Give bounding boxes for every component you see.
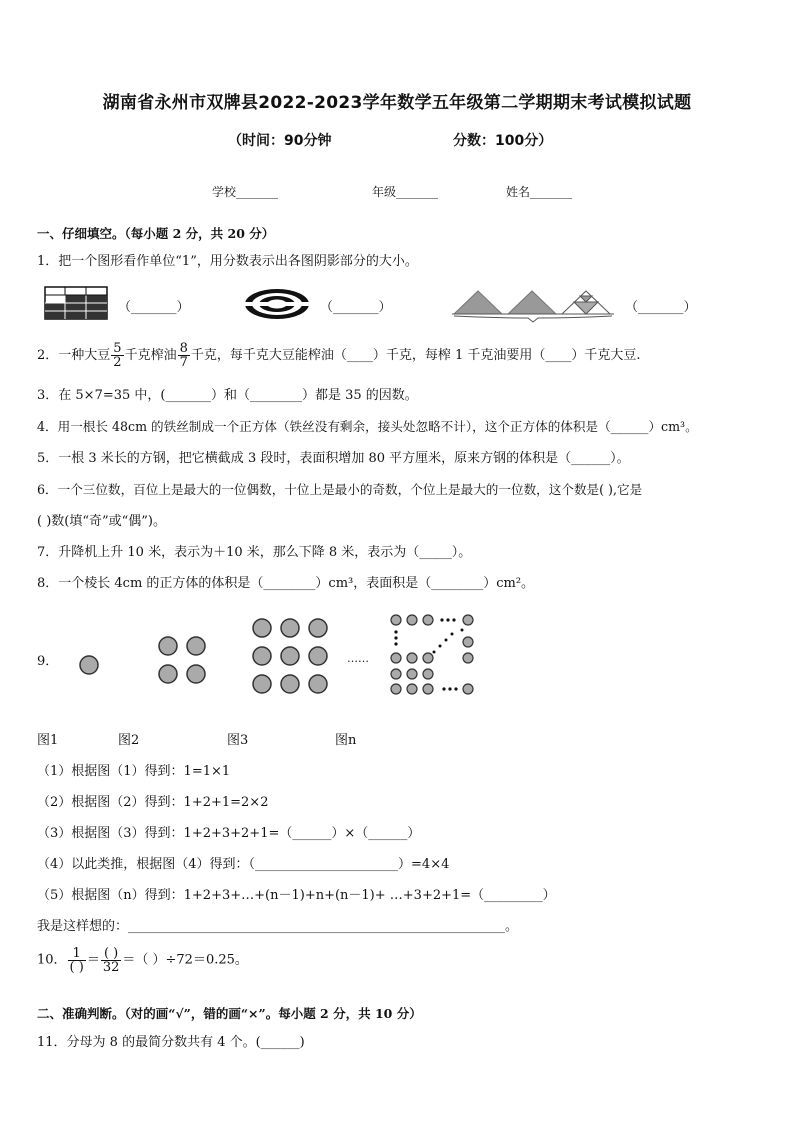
question-5: 5．一根 3 米长的方钢，把它横截成 3 段时，表面积增加 80 平方厘米，原来方钢的体积是（______）。 xyxy=(37,451,630,466)
school-field: 学校_______ xyxy=(212,185,279,199)
q2-fraction-2 xyxy=(178,342,190,369)
q9-item-4: （4）以此类推，根据图（4）得到：（______________________）=4×4 xyxy=(37,857,450,872)
q10-equals: ＝ xyxy=(86,952,100,968)
question-4: 4．用一根长 48cm 的铁丝制成一个正方体（铁丝没有剩余，接头处忽略不计），这个正方体的体积是（______）cm³。 xyxy=(37,419,698,434)
question-3: 3．在 5×7=35 中，(_______）和（________）都是 35 的因数。 xyxy=(37,388,418,403)
q1-blank-1[interactable]: （_______） xyxy=(118,300,190,315)
grid-shaded-figure xyxy=(45,287,107,319)
fig-label-n: 图n xyxy=(335,733,357,748)
triangles-figure xyxy=(452,288,614,324)
question-1: 1．把一个图形看作单位“1”，用分数表示出各图阴影部分的大小。 xyxy=(37,254,418,269)
q9-item-5: （5）根据图（n）得到：1+2+3+…+(n－1)+n+(n－1)+ …+3+2+1=（_________） xyxy=(37,888,556,903)
question-2 xyxy=(37,342,641,370)
question-7: 7．升降机上升 10 米，表示为＋10 米，那么下降 8 米，表示为（_____）。 xyxy=(37,545,472,560)
q9-thinking-line: 我是这样想的：__________________________________________________________。 xyxy=(37,919,519,934)
section-2-heading: 二、准确判断。（对的画“√”，错的画“×”。每小题 2 分，共 10 分） xyxy=(37,1006,422,1021)
dot-figure-3 xyxy=(250,617,332,699)
target-circle-figure xyxy=(244,288,310,320)
q10-f1-numerator: 1 xyxy=(68,947,86,961)
q2-prefix: 2．一种大豆 xyxy=(37,348,111,363)
q9-item-2: （2）根据图（2）得到：1+2+1=2×2 xyxy=(37,795,269,810)
score-label: 分数：100分） xyxy=(453,133,553,149)
question-11: 11．分母为 8 的最简分数共有 4 个。(______) xyxy=(37,1035,305,1050)
q10-fraction-1 xyxy=(68,947,86,974)
page-title: 湖南省永州市双牌县2022-2023学年数学五年级第二学期期末考试模拟试题 xyxy=(102,93,692,113)
question-9-number: 9． xyxy=(37,654,59,669)
dot-figure-n xyxy=(386,612,478,698)
q10-fraction-2 xyxy=(101,947,122,974)
q10-f2-denominator: 32 xyxy=(102,960,120,975)
q1-blank-2[interactable]: （_______） xyxy=(320,300,392,315)
dot-figure-1 xyxy=(78,654,100,676)
fig-label-1: 图1 xyxy=(37,733,59,748)
q1-blank-3[interactable]: （_______） xyxy=(625,300,697,315)
question-6-line-1: 6．一个三位数，百位上是最大的一位偶数，十位上是最小的奇数，个位上是最大的一位数，这个数是( ),它是 xyxy=(37,482,643,497)
fig-label-3: 图3 xyxy=(227,733,249,748)
q2-suffix: 千克，每千克大豆能榨油（____）千克，每榨 1 千克油要用（____）千克大豆. xyxy=(190,348,641,363)
question-8: 8．一个棱长 4cm 的正方体的体积是（________）cm³，表面积是（________）cm²。 xyxy=(37,576,535,591)
q2-fraction-1 xyxy=(111,342,123,369)
q2-f2-denominator: 7 xyxy=(179,355,188,370)
q9-ellipsis: …… xyxy=(347,652,369,665)
dot-figure-2 xyxy=(156,634,208,686)
question-10 xyxy=(37,947,248,974)
q10-prefix: 10． xyxy=(37,952,67,968)
time-label: （时间：90分钟 xyxy=(228,133,332,149)
q10-rest: ＝（ ）÷72＝0.25。 xyxy=(122,952,248,968)
q2-f1-numerator: 5 xyxy=(113,341,122,356)
name-field: 姓名_______ xyxy=(506,185,573,199)
fig-label-2: 图2 xyxy=(118,733,140,748)
question-6-line-2: ( )数(填“奇”或“偶”)。 xyxy=(37,514,167,529)
grade-field: 年级_______ xyxy=(372,185,439,199)
q10-f2-numerator: ( ) xyxy=(101,947,122,961)
section-1-heading: 一、仔细填空。（每小题 2 分，共 20 分） xyxy=(37,226,275,241)
q10-f1-denominator: ( ) xyxy=(69,960,84,975)
q2-f2-numerator: 8 xyxy=(179,341,188,356)
q9-item-1: （1）根据图（1）得到：1=1×1 xyxy=(37,764,231,779)
q2-f1-denominator: 2 xyxy=(113,355,122,370)
q9-item-3: （3）根据图（3）得到：1+2+3+2+1=（______）×（______） xyxy=(37,826,421,841)
q2-mid: 千克榨油 xyxy=(124,348,177,363)
